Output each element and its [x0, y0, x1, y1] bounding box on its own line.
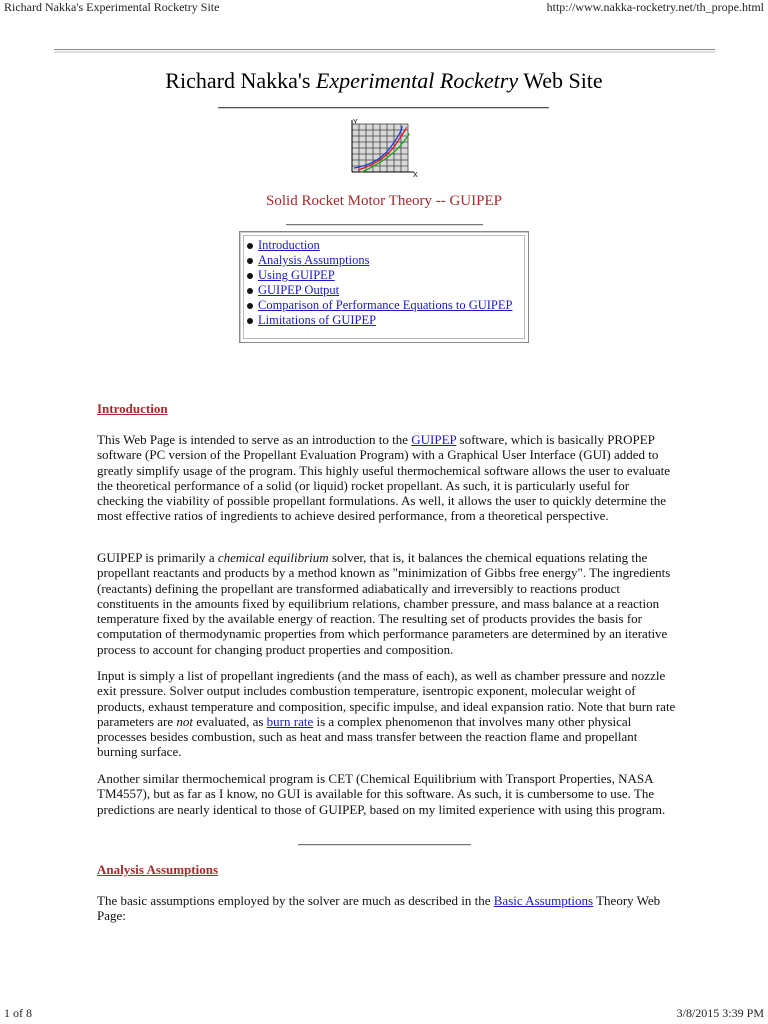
text-span: The basic assumptions employed by the solver are much as described in the — [97, 893, 494, 908]
text-span: Input is simply a list of propellant ingredients (and the mass of each), as well as chamber pressure and nozzle exit pressure. Solver output includes combustion temperature, isentropic exponent, molecular weight of products, exhaust temperature and composition, specific impulse, and ideal expansion ratio. Note that burn rate parameters are — [97, 668, 676, 729]
bullet-icon — [247, 288, 253, 294]
logo-x-label: X — [413, 172, 418, 178]
bullet-icon — [247, 318, 253, 324]
page-counter: 1 of 8 — [4, 1006, 32, 1020]
toc-item — [246, 253, 522, 268]
section-divider — [286, 224, 483, 226]
toc-item — [246, 313, 522, 328]
toc-link-limitations[interactable]: Limitations of GUIPEP — [258, 313, 377, 327]
text-span: Theory Web Page: — [97, 893, 661, 924]
intro-paragraph-4: Another similar thermochemical program is CET (Chemical Equilibrium with Transport Properties, NASA TM4557), but as far as I know, no GUI is available for this software. As such, it is cumbersome to use. The predictions are nearly identical to those of GUIPEP, based on my limited experience with using this program. — [97, 771, 666, 817]
intro-paragraph-3 — [97, 668, 677, 760]
guipep-link[interactable]: GUIPEP — [411, 432, 457, 447]
emphasis-text: not — [176, 713, 194, 729]
emphasis-text: chemical equilibrium — [217, 550, 329, 565]
section-title: Solid Rocket Motor Theory -- GUIPEP — [266, 193, 502, 209]
toc-link-analysis-assumptions[interactable]: Analysis Assumptions — [258, 253, 370, 267]
bullet-icon — [247, 258, 253, 264]
text-span: evaluated, as — [193, 713, 267, 729]
toc-item — [246, 298, 522, 313]
bullet-icon — [247, 243, 253, 249]
logo-y-label: Y — [353, 119, 358, 126]
toc-item — [246, 283, 522, 298]
text-span: GUIPEP is primarily a — [97, 550, 218, 565]
site-title — [0, 68, 768, 94]
analysis-assumptions-heading: Analysis Assumptions — [97, 862, 219, 877]
top-divider — [54, 49, 715, 53]
text-span: software, which is basically PROPEP software (PC version of the Propellant Evaluation Program) with a Graphical User Interface (GUI) added to greatly simplify usage of the program. This highly useful thermochemical software allows the user to evaluate the theoretical performance of a solid (or liquid) rocket propellant. As such, it is particularly useful for checking the viability of possible propellant formulations. As well, it allows the user to quickly determine the most effective ratios of ingredients to achieve desired performance, from a theoretical perspective. — [97, 432, 671, 524]
content-divider — [298, 844, 471, 846]
toc-link-using-guipep[interactable]: Using GUIPEP — [258, 268, 335, 282]
print-header-title: Richard Nakka's Experimental Rocketry Site — [4, 0, 220, 14]
basic-assumptions-link[interactable]: Basic Assumptions — [493, 893, 594, 908]
intro-paragraph-2 — [97, 550, 677, 657]
site-title-part1: Richard Nakka's — [165, 68, 316, 93]
text-span: is a complex phenomenon that involves many other physical processes besides combustion, such as heat and mass transfer between the reaction flame and propellant burning surface. — [97, 713, 638, 760]
burn-rate-link[interactable]: burn rate — [266, 713, 314, 729]
bullet-icon — [247, 273, 253, 279]
analysis-paragraph — [97, 893, 677, 924]
site-title-italic: Experimental Rocketry — [315, 68, 519, 93]
table-of-contents — [239, 231, 529, 343]
title-divider — [218, 107, 549, 109]
introduction-heading: Introduction — [97, 401, 168, 416]
bullet-icon — [247, 303, 253, 309]
toc-link-guipep-output[interactable]: GUIPEP Output — [258, 283, 340, 297]
print-timestamp: 3/8/2015 3:39 PM — [676, 1006, 764, 1020]
print-header-url: http://www.nakka-rocketry.net/th_prope.html — [546, 0, 764, 14]
site-title-part2: Web Site — [518, 68, 603, 93]
toc-link-comparison[interactable]: Comparison of Performance Equations to GUIPEP — [258, 298, 513, 312]
graph-logo-icon — [348, 118, 420, 178]
text-span: solver, that is, it balances the chemical equations relating the propellant reactants and products by a method known as "minimization of Gibbs free energy". The ingredients (reactants) defining the propellant are transformed adiabatically and irreversibly to reactions product constituents in the amounts fixed by equilibrium relations, chamber pressure, and mass balance at a reaction temperature fixed by the available energy of reaction. The resulting set of products provides the basis for computation of thermodynamic properties from which performance parameters are determined by an iterative process to account for changing product properties and composition. — [97, 550, 671, 657]
intro-paragraph-1 — [97, 432, 677, 524]
toc-item — [246, 268, 522, 283]
toc-link-introduction[interactable]: Introduction — [258, 238, 320, 252]
text-span: This Web Page is intended to serve as an introduction to the — [97, 432, 412, 447]
toc-item — [246, 238, 522, 253]
